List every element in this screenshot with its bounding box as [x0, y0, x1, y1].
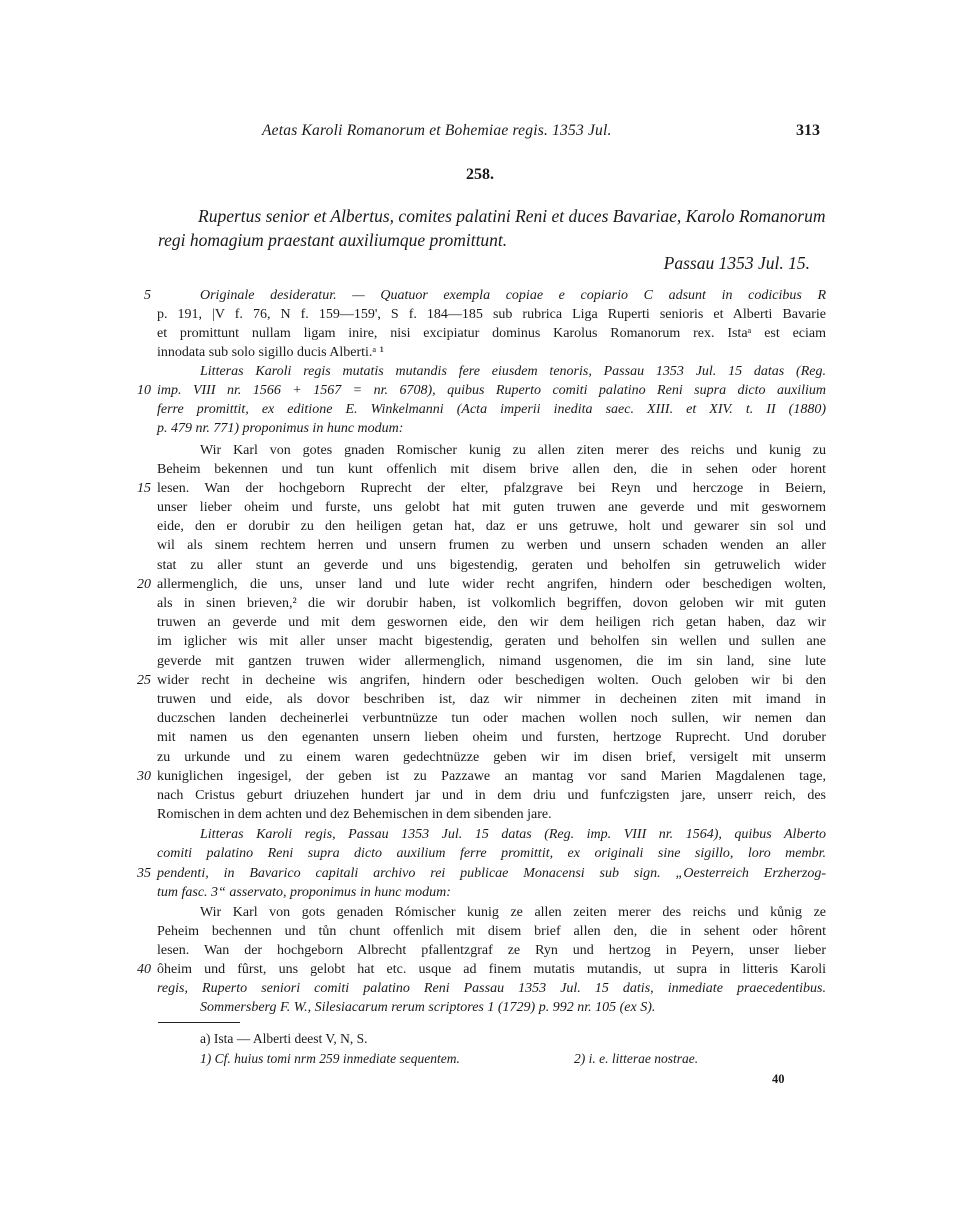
regest-summary: Rupertus senior et Albertus, comites palatini Reni et duces Bavariae, Karolo Romanorum regi homagium praestant auxiliumque promittunt. — [158, 206, 826, 250]
text-line: lesen. Wan der hochgeborn Ruprecht der elter, pfalzgrave bei Reyn und herczoge in Beiern, — [157, 481, 826, 496]
text-line: regis, Ruperto seniori comiti palatino Reni Passau 1353 Jul. 15 datis, inmediate praecedentibus. — [157, 981, 826, 996]
footnote-rule — [158, 1022, 240, 1023]
text-line: nach Cristus geburt driuzehen hundert jar und in dem driu und funfczigsten jare, unserr reich, des — [157, 788, 826, 803]
text-line: unser lieber oheim und furste, uns gelobt hat mit guten truwen ane geverde und mit geswornem — [157, 500, 826, 515]
text-line: mit namen us den egenanten unsern lieben oheim und fursten, hertzoge Ruprecht. Und doruber — [157, 730, 826, 745]
margin-line-number: 5 — [144, 288, 151, 303]
text-line: ôheim und fûrst, uns gelobt hat etc. usque ad finem mutatis mutandis, ut supra in litteris Karoli — [157, 962, 826, 977]
margin-line-number: 15 — [137, 481, 151, 496]
dateline: Passau 1353 Jul. 15. — [663, 253, 810, 273]
text-line: Wir Karl von gotes gnaden Romischer kunig zu allen ziten merer des reichs und kunig zu — [200, 443, 826, 458]
text-line: Litteras Karoli regis, Passau 1353 Jul. 15 datas (Reg. imp. VIII nr. 1564), quibus Alberto — [200, 827, 826, 842]
margin-line-number: 10 — [137, 383, 151, 398]
margin-line-number: 30 — [137, 769, 151, 784]
signature-mark: 40 — [772, 1072, 785, 1086]
margin-line-number: 35 — [137, 866, 151, 881]
text-line: Peheim bechennen und tůn chunt offenlich mit disem brief allen den, die in sehent oder hôrent — [157, 924, 826, 939]
text-line: duczschen landen decheinerlei verbuntnüzze tun oder machen wollen noch sullen, wir nemen dan — [157, 711, 826, 726]
text-line: wider recht in decheine wis angrifen, hindern oder beschedigen wolten. Ouch geloben wir bi den — [157, 673, 826, 688]
footnote-1: 1) Cf. huius tomi nrm 259 inmediate sequentem. — [200, 1051, 460, 1066]
text-line: Sommersberg F. W., Silesiacarum rerum scriptores 1 (1729) p. 992 nr. 105 (ex S). — [200, 1000, 656, 1015]
text-line: imp. VIII nr. 1566 + 1567 = nr. 6708), quibus Ruperto comiti palatino Reni supra dicto auxilium — [157, 383, 826, 398]
text-line: Originale desideratur. — Quatuor exempla copiae e copiario C adsunt in codicibus R — [200, 288, 826, 303]
footnote-a: a) Ista — Alberti deest V, N, S. — [200, 1031, 368, 1046]
text-line: innodata sub solo sigillo ducis Alberti.ᵃ ¹ — [157, 345, 384, 360]
footnote-2: 2) i. e. litterae nostrae. — [574, 1051, 699, 1066]
text-line: pendenti, in Bavarico capitali archivo rei publicae Monacensi sub sign. „Oesterreich Erzherzog- — [157, 866, 826, 881]
text-line: lesen. Wan der hochgeborn Albrecht pfallentzgraf ze Ryn und hertzog in Peyern, unser lieber — [157, 943, 826, 958]
text-line: p. 191, |V f. 76, N f. 159—159', S f. 184—185 sub rubrica Liga Ruperti senioris et Alberti Bavarie — [157, 307, 826, 322]
text-line: p. 479 nr. 771) proponimus in hunc modum: — [157, 421, 404, 436]
document-number: 258. — [466, 166, 494, 183]
text-line: geverde mit gantzen truwen wider allermenglich, nimand usgenomen, die im sin land, sine lute — [157, 654, 826, 669]
text-line: tum fasc. 3“ asservato, proponimus in hunc modum: — [157, 885, 451, 900]
text-line: truwen an geverde und mit dem geswornen eide, den wir dem heiligen rich getan haben, daz wir — [157, 615, 826, 630]
text-line: im iglicher wis mit aller unser macht bigestendig, geraten und beholfen sin wellen und sullen ane — [157, 634, 826, 649]
text-line: Wir Karl von gots genaden Rómischer kunig ze allen zeiten merer des reichs und kůnig ze — [200, 905, 826, 920]
margin-line-number: 20 — [137, 577, 151, 592]
text-line: comiti palatino Reni supra dicto auxilium ferre promittit, ex originali sine sigillo, loro membr. — [157, 846, 826, 861]
text-line: et promittunt nullam ligam inire, nisi excipiatur dominus Karolus Romanorum rex. Istaᵃ est eciam — [157, 326, 826, 341]
text-line: kuniglichen ingesigel, der geben ist zu Pazzawe an mantag vor sand Marien Magdalenen tage, — [157, 769, 826, 784]
text-line: stat zu aller stunt an geverde und uns bigestendig, geraten und beholfen sin getruwelich wider — [157, 558, 826, 573]
text-line: eide, den er dorubir zu den heiligen getan hat, daz er uns getruwe, holt und gewarer sin sol und — [157, 519, 826, 534]
text-line: wil als sinem rechtem herren und unsern frumen zu werben und unsern schaden wenden an aller — [157, 538, 826, 553]
text-line: truwen und eide, als dovor beschriben ist, daz wir nimmer in decheinen ziten mit imand in — [157, 692, 826, 707]
text-line: Beheim bekennen und tun kunt offenlich mit disem brive allen den, die in sehen oder horent — [157, 462, 826, 477]
running-title: Aetas Karoli Romanorum et Bohemiae regis. 1353 Jul. — [262, 122, 612, 139]
margin-line-number: 40 — [137, 962, 151, 977]
page-number: 313 — [796, 122, 820, 139]
text-line: zu urkunde und zu einem waren gedechtnüzze geben wir im disen brief, versigelt mit unserm — [157, 750, 826, 765]
margin-line-number: 25 — [137, 673, 151, 688]
text-line: ferre promittit, ex editione E. Winkelmanni (Acta imperii inedita saec. XIII. et XIV. t. II (1880) — [157, 402, 826, 417]
text-line: allermenglich, die uns, unser land und lute wider recht angrifen, hindern oder beschedigen wolten, — [157, 577, 826, 592]
text-line: als in sinen brieven,² die wir dorubir haben, ist volkomlich begriffen, dovon geloben wir mit guten — [157, 596, 826, 611]
text-line: Romischen in dem achten und dez Behemischen in dem sibenden jare. — [157, 807, 552, 822]
text-line: Litteras Karoli regis mutatis mutandis fere eiusdem tenoris, Passau 1353 Jul. 15 datas (Reg. — [200, 364, 826, 379]
